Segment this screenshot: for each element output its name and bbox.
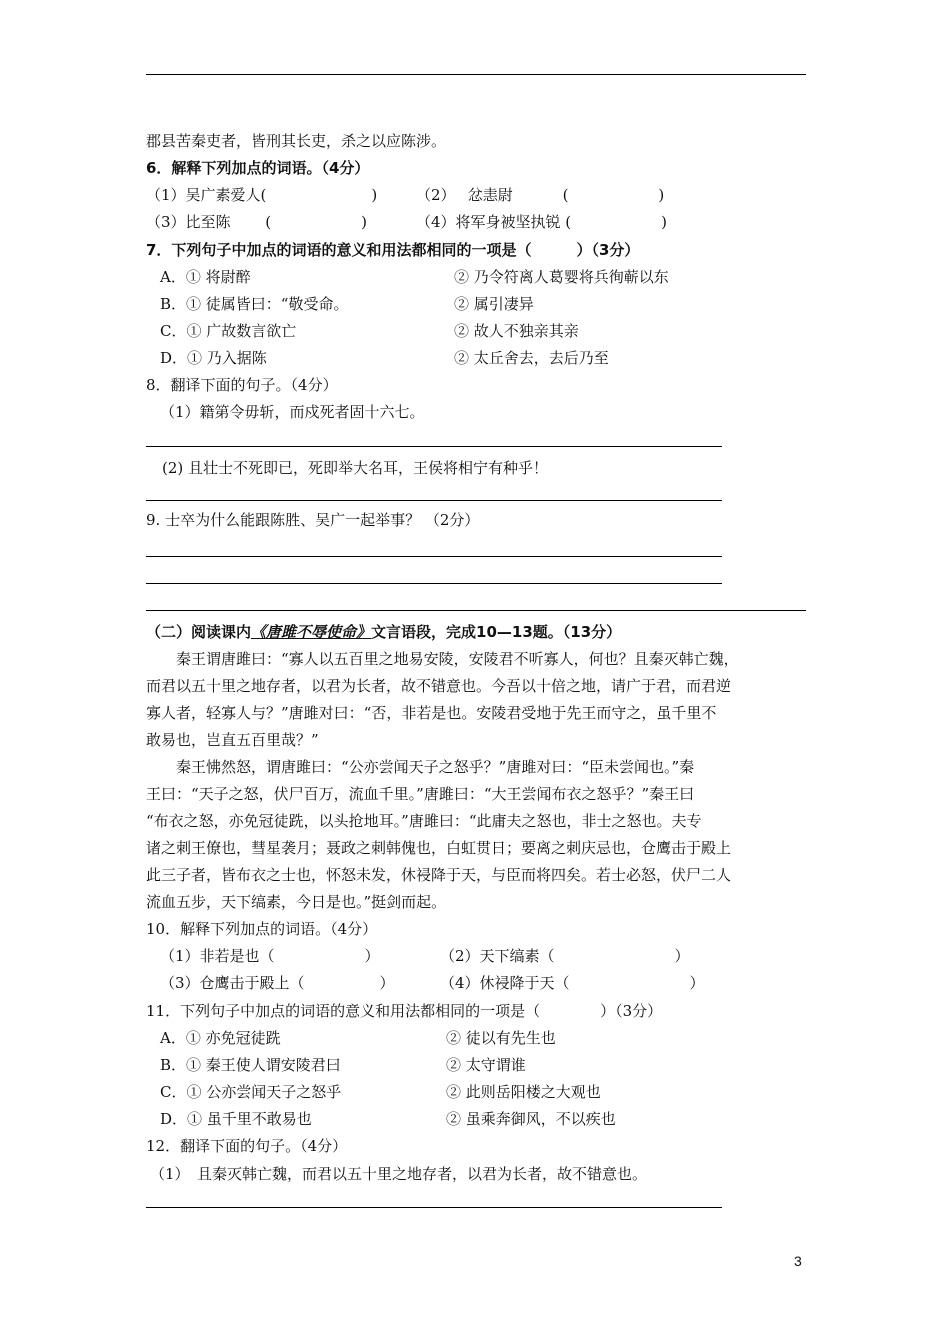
passage-line: 秦王谓唐雎曰：“寡人以五百里之地易安陵，安陵君不听寡人，何也？且秦灭韩亡魏， bbox=[146, 650, 739, 668]
passage-line: 秦王怫然怒，谓唐雎曰：“公亦尝闻天子之怒乎？”唐雎对曰：“臣未尝闻也。”秦 bbox=[146, 758, 695, 776]
q6-item-4: （4）将军身被坚执锐 ( ) bbox=[416, 213, 668, 231]
q10-item-1: （1）非若是也（ ） bbox=[160, 947, 380, 965]
passage-line: 王曰：“天子之怒，伏尸百万，流血千里。”唐雎曰：“大王尝闻布衣之怒乎？”秦王曰 bbox=[146, 785, 695, 803]
section-2-suffix: 文言语段，完成10—13题。（13分） bbox=[371, 623, 622, 641]
q7-option-c-2: ② 故人不独亲其亲 bbox=[454, 322, 579, 340]
q6-title: 6．解释下列加点的词语。（4分） bbox=[146, 159, 370, 177]
top-text: 郡县苦秦吏者，皆刑其长吏，杀之以应陈涉。 bbox=[146, 132, 447, 150]
section-rule bbox=[146, 610, 806, 611]
q6-item-1: （1）吴广素爱人( ) bbox=[146, 186, 378, 204]
q7-option-d-2: ② 太丘舍去，去后乃至 bbox=[454, 349, 609, 367]
q11-option-c-2: ② 此则岳阳楼之大观也 bbox=[446, 1083, 601, 1101]
q10-title: 10．解释下列加点的词语。（4分） bbox=[146, 920, 378, 938]
answer-line bbox=[146, 500, 722, 501]
q6-item-2: （2） 忿恚尉 ( ) bbox=[416, 186, 665, 204]
section-2-prefix: （二）阅读课内 bbox=[146, 623, 252, 641]
q7-option-d-1: D．① 乃入据陈 bbox=[160, 349, 267, 367]
passage-line: 流血五步，天下缟素，今日是也。”挺剑而起。 bbox=[146, 893, 447, 911]
answer-line bbox=[146, 583, 722, 584]
q11-option-a-2: ② 徒以有先生也 bbox=[446, 1029, 556, 1047]
q7-option-a-1: A．① 将尉醉 bbox=[160, 268, 251, 286]
passage-line: 敢易也，岂直五百里哉？” bbox=[146, 731, 319, 749]
q11-option-b-1: B．① 秦王使人谓安陵君曰 bbox=[160, 1056, 341, 1074]
section-2-heading bbox=[146, 622, 621, 642]
q11-option-d-2: ② 虽乘奔御风，不以疾也 bbox=[446, 1110, 616, 1128]
q11-title: 11．下列句子中加点的词语的意义和用法都相同的一项是（ ）（3分） bbox=[146, 1002, 663, 1020]
q11-option-a-1: A．① 亦免冠徒跣 bbox=[160, 1029, 281, 1047]
passage-line: “布衣之怒，亦免冠徒跣，以头抢地耳。”唐雎曰：“此庸夫之怒也，非士之怒也。夫专 bbox=[146, 812, 702, 830]
q7-option-b-2: ② 属引凄异 bbox=[454, 295, 534, 313]
passage-line: 此三子者，皆布衣之士也，怀怒未发，休祲降于天，与臣而将四矣。若士必怒，伏尸二人 bbox=[146, 866, 732, 884]
passage-line: 诸之刺王僚也，彗星袭月；聂政之刺韩傀也，白虹贯日；要离之刺庆忌也，仓鹰击于殿上 bbox=[146, 839, 732, 857]
answer-line bbox=[146, 446, 722, 447]
page-number: 3 bbox=[794, 1253, 802, 1269]
q7-option-b-1: B．① 徒属皆曰：“敬受命。 bbox=[160, 295, 349, 313]
passage-line: 而君以五十里之地存者，以君为长者，故不错意也。今吾以十倍之地，请广于君，而君逆 bbox=[146, 677, 732, 695]
q8-title: 8．翻译下面的句子。（4分） bbox=[146, 376, 338, 394]
q11-option-d-1: D．① 虽千里不敢易也 bbox=[160, 1110, 312, 1128]
answer-line bbox=[146, 556, 722, 557]
q6-item-3: （3）比至陈 ( ) bbox=[146, 213, 368, 231]
q10-item-2: （2）天下缟素（ ） bbox=[440, 947, 690, 965]
section-2-book-title: 《唐雎不辱使命》 bbox=[251, 623, 372, 641]
q10-item-3: （3）仓鹰击于殿上（ ） bbox=[160, 974, 395, 992]
q11-option-c-1: C．① 公亦尝闻天子之怒乎 bbox=[160, 1083, 342, 1101]
passage-line: 寡人者，轻寡人与？”唐雎对曰：“否，非若是也。安陵君受地于先王而守之，虽千里不 bbox=[146, 704, 717, 722]
answer-line bbox=[146, 1207, 722, 1208]
q12-title: 12．翻译下面的句子。（4分） bbox=[146, 1137, 348, 1155]
q8-sentence-2: (2) 且壮士不死即已，死即举大名耳，王侯将相宁有种乎！ bbox=[162, 459, 549, 477]
q11-option-b-2: ② 太守谓谁 bbox=[446, 1056, 526, 1074]
top-rule bbox=[146, 74, 806, 75]
q7-title: 7．下列句子中加点的词语的意义和用法都相同的一项是（ ）（3分） bbox=[146, 241, 640, 259]
q9-title: 9. 士卒为什么能跟陈胜、吴广一起举事？ （2分） bbox=[146, 511, 480, 529]
q7-option-a-2: ② 乃令符离人葛婴将兵徇蕲以东 bbox=[454, 268, 669, 286]
q8-sentence-1: （1）籍第令毋斩，而戍死者固十六七。 bbox=[160, 403, 425, 421]
q12-sentence-1: （1） 且秦灭韩亡魏，而君以五十里之地存者，以君为长者，故不错意也。 bbox=[150, 1165, 648, 1183]
q7-option-c-1: C．① 广故数言欲亡 bbox=[160, 322, 297, 340]
q10-item-4: （4）休祲降于天（ ） bbox=[440, 974, 705, 992]
